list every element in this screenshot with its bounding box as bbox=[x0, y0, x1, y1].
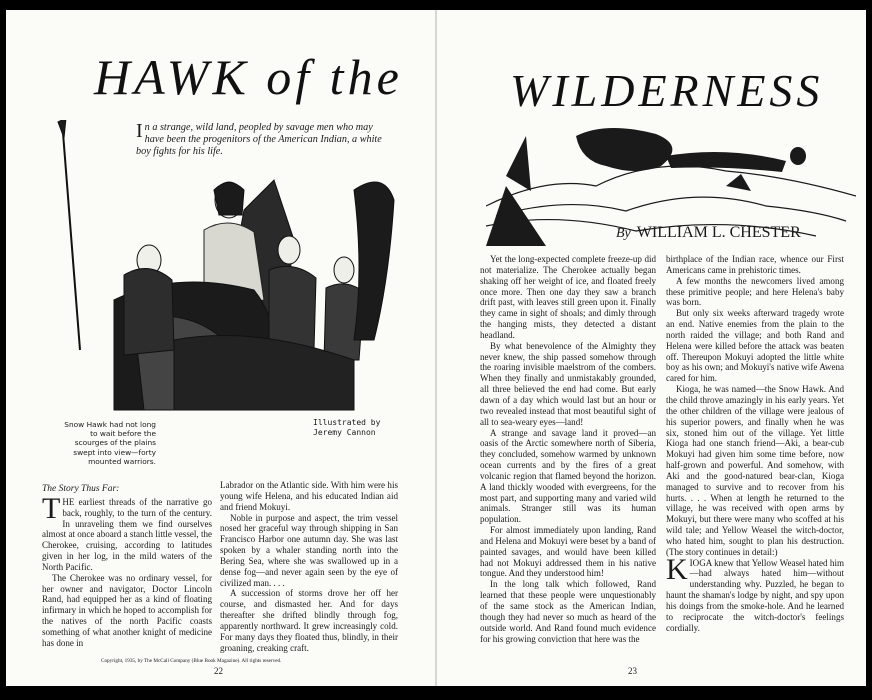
dropcap: K bbox=[666, 552, 688, 586]
paragraph: A succession of storms drove her off her course, and dismasted her. And for days thereafter she drifted blindly through fog, apparently northward. It grew increasingly cold. For many days they floated thus, blindly, in their groaning, creaking craft. bbox=[220, 588, 398, 653]
right-column-2 bbox=[666, 254, 844, 634]
paragraph: KIOGA knew that Yellow Weasel hated him—had always hated him—without understanding why. Puzzled, he began to haunt the shaman's lodge by night, and spy upon his doings from the smoke-hole. And he learned to reciprocate the witch-doctor's feelings cordially. bbox=[666, 552, 844, 633]
copyright-notice: Copyright, 1935, by The McCall Company (Blue Book Magazine). All rights reserved. bbox=[101, 658, 282, 664]
paragraph: A few months the newcomers lived among these primitive people; and here Helena's baby was born. bbox=[666, 275, 844, 308]
right-page bbox=[438, 10, 866, 686]
dropcap: T bbox=[42, 491, 61, 525]
illustrator-credit: Illustrated by Jeremy Cannon bbox=[313, 418, 381, 437]
paragraph: Yet the long-expected complete freeze-up did not materialize. The Cherokee actually began shaking off her weight of ice, and floated freely once more. Then one day they saw a branch drift past, with leaves still green upon it. Finally they came in sight of shoals; and dimly through the hanging mists, they detected a distant headland. bbox=[480, 254, 656, 340]
paragraph: But only six weeks afterward tragedy wrote an end. Native enemies from the plain to the north raided the village; and both Rand and Helena were killed before the attack was beaten off. Thereupon Mokuyi adopted the little white boy as his own; and Mokuyi's native wife Awena cared for him. bbox=[666, 308, 844, 384]
photo-caption: Snow Hawk had not long to wait before the scourges of the plains swept into view—forty mounted warriors. bbox=[64, 420, 156, 466]
paragraph: A strange and savage land it proved—an oasis of the Arctic somewhere north of Siberia, they concluded, somehow warmed by unknown ocean currents and by the fires of a great volcanic region that flamed beyond the horizon. A land thickly wooded with evergreens, for the most part, and supporting many and varied wild animals. Stranger still was its human population. bbox=[480, 427, 656, 525]
page-number-right: 23 bbox=[628, 666, 637, 676]
paragraph: For almost immediately upon landing, Rand and Helena and Mokuyi were beset by a band of painted savages, and would have been killed had not Mokuyi addressed them in his native tongue. And they understood him! bbox=[480, 525, 656, 579]
page-number-left: 22 bbox=[214, 666, 223, 676]
left-page bbox=[6, 10, 434, 686]
left-column-2 bbox=[220, 480, 398, 654]
intro-blurb bbox=[136, 122, 386, 158]
paragraph: Noble in purpose and aspect, the trim vessel nosed her graceful way through shipping in San Francisco Harbor one autumn day. She was last spoken by a whaler standing north into the Bering Sea, where she was swallowed up in a dense fog—and never again seen by the eye of civilized man. . . . bbox=[220, 512, 398, 588]
byline bbox=[616, 224, 801, 242]
paragraph: birthplace of the Indian race, whence our First Americans came in prehistoric times. bbox=[666, 254, 844, 275]
left-column-1 bbox=[42, 484, 212, 649]
byline-by: By bbox=[616, 226, 631, 241]
warriors-illustration bbox=[54, 120, 399, 420]
paragraph: By what benevolence of the Almighty they never knew, the ship passed somehow through the roaring invisible maelstrom of the combers. When they finally and unmistakably grounded, all three believed the end had come. But early dawn of a day which would last but an hour or two revealed instead that most beautiful sight of all to sea-weary eyes—land! bbox=[480, 340, 656, 427]
magazine-spread bbox=[6, 10, 866, 686]
paragraph: THE earliest threads of the narrative go back, roughly, to the turn of the century. In unraveling them we find ourselves almost at once aboard a stanch little vessel, the Cherokee, cruising, according to latitudes given in her log, in the mild waters of the North Pacific. bbox=[42, 491, 212, 572]
title-left: HAWK of the bbox=[94, 49, 403, 105]
paragraph: In the long talk which followed, Rand learned that these people were unquestionably of the same stock as the American Indian, though they had never so much as heard of the outside world. And Rand found much evidence for his growing conviction that here was the bbox=[480, 579, 656, 644]
story-head: The Story Thus Far: bbox=[42, 484, 120, 494]
paragraph: The Cherokee was no ordinary vessel, for her owner and navigator, Doctor Lincoln Rand, had equipped her as a kind of floating infirmary in which he hoped to accomplish for the natives of the north Pacific coasts something of what another knight of medicine has done in bbox=[42, 572, 212, 648]
author-name: WILLIAM L. CHESTER bbox=[636, 224, 801, 241]
paragraph: Labrador on the Atlantic side. With him were his young wife Helena, and his educated Indian aid and friend Mokuyi. bbox=[220, 480, 398, 512]
paragraph: Kioga, he was named—the Snow Hawk. And the child throve amazingly in his early years. Yet the other children of the village were jealous of his superior powers, and finally when he was six, stoned him out of the village. Yet little Kioga had one stanch friend—Aki, a bear-cub Mokuyi had given him some time before, now half-grown and powerful. And somehow, with Aki and the good-natured bear-clan, Kioga managed to survive and to recover from his hurts. . . . When at length he returned to the village, he was received with open arms by Mokuyi, but there were many who scoffed at his wild tale; and Yellow Weasel the witch-doctor, who hated him, sought to plan his destruction. (The story continues in detail:) bbox=[666, 384, 844, 557]
title-right: WILDERNESS bbox=[510, 65, 824, 116]
intro-dropcap: I bbox=[136, 120, 143, 142]
gutter bbox=[435, 10, 437, 686]
right-column-1 bbox=[480, 254, 656, 644]
intro-text: n a strange, wild land, peopled by savage men who may have been the progenitors of the American Indian, a white boy fights for his life. bbox=[136, 122, 382, 157]
